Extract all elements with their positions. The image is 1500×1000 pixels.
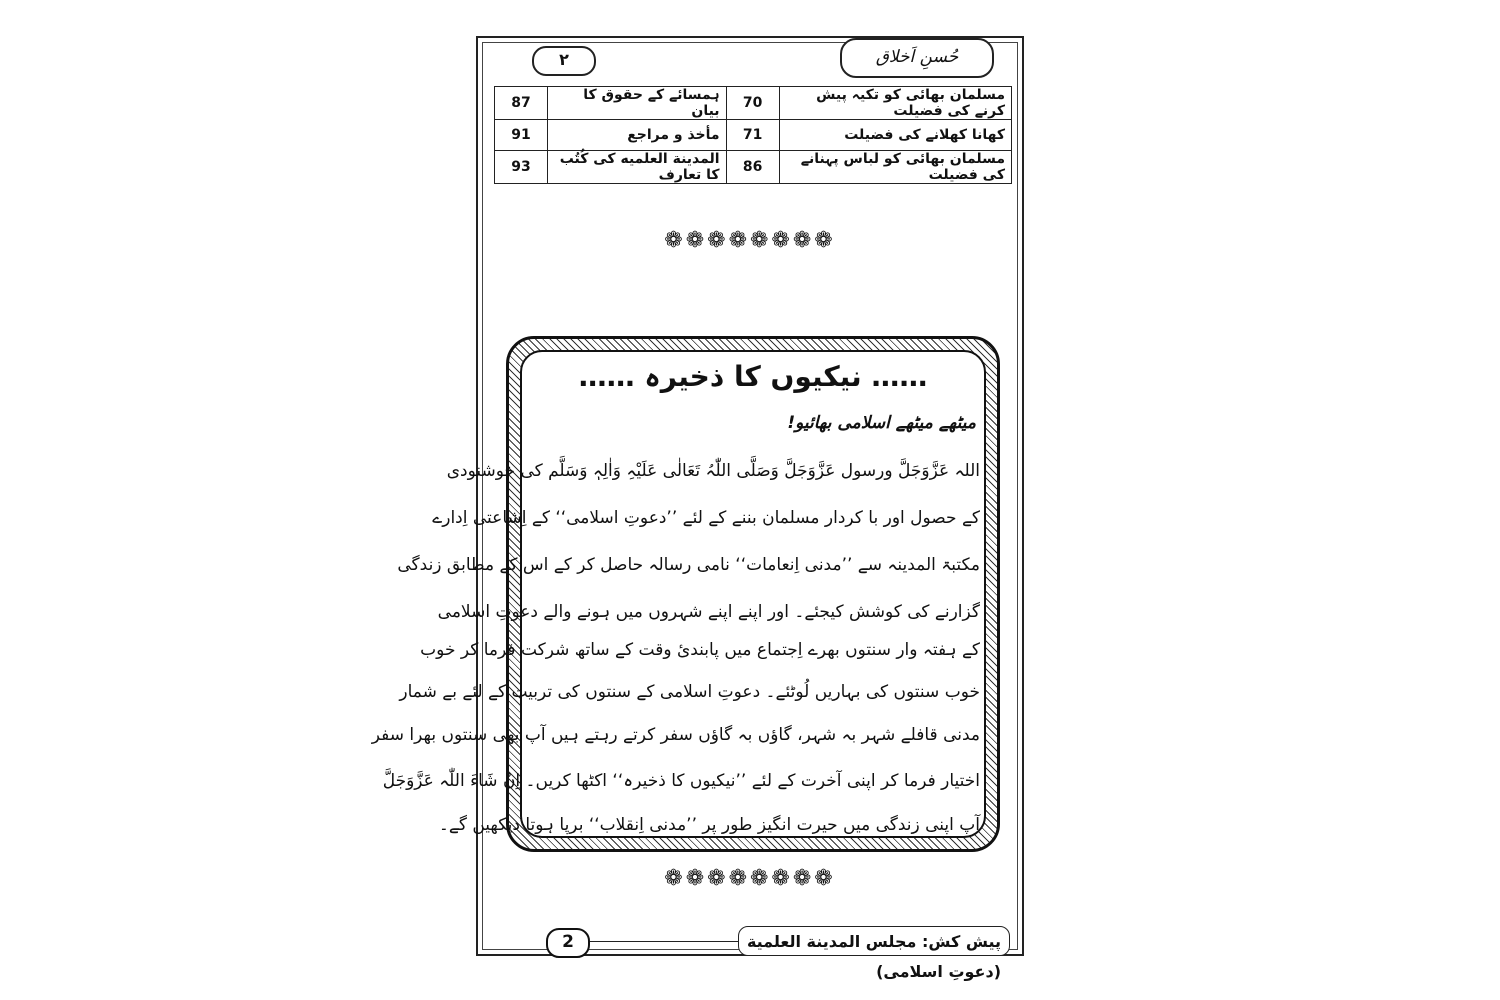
toc-entry-title: مأخذ و مراجع [548,120,727,151]
footer-page-number: 2 [546,928,590,958]
paragraph-line: مدنی قافلے شہر بہ شہر، گاؤں بہ گاؤں سفر کرتے رہتے ہیں آپ بھی سنتوں بھرا سفر [371,725,980,745]
title-dots-right: …… [871,360,928,393]
toc-entry-page: 86 [726,151,779,184]
flower-ornament-divider: ❁❁❁❁❁❁❁❁ [664,228,836,253]
toc-entry-page: 93 [495,151,548,184]
paragraph-line: کے ہفتہ وار سنتوں بھرے اِجتماع میں پابندیٔ وقت کے ساتھ شرکت فرما کر خوب [420,640,980,660]
title-text: نیکیوں کا ذخیرہ [644,360,862,393]
toc-row [495,120,1012,151]
footer-presenter: پیش کش: مجلس المدينة العلمية (دعوتِ اسلامی) [738,926,1010,956]
toc-entry-title: مسلمان بھائی کو تکیہ پیش کرنے کی فضیلت [779,87,1011,120]
toc-table [494,86,1012,184]
paragraph-line: گزارنے کی کوشش کیجئے۔ اور اپنے اپنے شہروں میں ہونے والے دعوتِ اسلامی [437,602,980,622]
toc-entry-title: مسلمان بھائی کو لباس پہنانے کی فضیلت [779,151,1011,184]
toc-entry-title: ہمسائے کے حقوق کا بیان [548,87,727,120]
toc-row [495,151,1012,184]
paragraph-line: آپ اپنی زندگی میں حیرت انگیز طور پر ’’مدنی اِنقلاب‘‘ برپا ہوتا دیکھیں گے۔ [438,815,980,835]
toc-entry-title: المدينة العلميه کی کُتُب کا تعارف [548,151,727,184]
toc-entry-page: 87 [495,87,548,120]
paragraph-line: خوب سنتوں کی بہاریں لُوٹئے۔ دعوتِ اسلامی کے سنتوں کی تربیت کے لئے بے شمار [399,682,980,702]
toc-entry-page: 70 [726,87,779,120]
section-title [560,360,946,393]
title-dots-left: …… [578,360,635,393]
toc-row [495,87,1012,120]
toc-entry-page: 91 [495,120,548,151]
header-page-number: ۲ [532,46,596,76]
paragraph-line: اختیار فرما کر اپنی آخرت کے لئے ’’نیکیوں کا ذخیرہ‘‘ اکٹھا کریں۔ اِنْ شَاءَ اللّٰہ عَزَّوَجَلَّ [382,771,980,791]
paragraph-line: اللہ عَزَّوَجَلَّ ورسول عَزَّوَجَلَّ وَصَلَّی اللّٰہُ تَعَالٰی عَلَیْہِ وَاٰلِہٖ وَسَلَّم کی خوشنودی [446,461,980,481]
toc-entry-title: کھانا کھلانے کی فضیلت [779,120,1011,151]
header-book-title: حُسنِ اَخلاق [840,38,994,78]
greeting-text: میٹھے میٹھے اسلامی بھائیو! [787,413,976,433]
flower-ornament-divider: ❁❁❁❁❁❁❁❁ [664,866,836,891]
toc-entry-page: 71 [726,120,779,151]
paragraph-line: کے حصول اور با کردار مسلمان بننے کے لئے ’’دعوتِ اسلامی‘‘ کے اِشاعتی اِدارے [432,508,980,528]
paragraph-line: مکتبۃ المدینہ سے ’’مدنی اِنعامات‘‘ نامی رسالہ حاصل کر کے اس کے مطابق زندگی [397,555,980,575]
